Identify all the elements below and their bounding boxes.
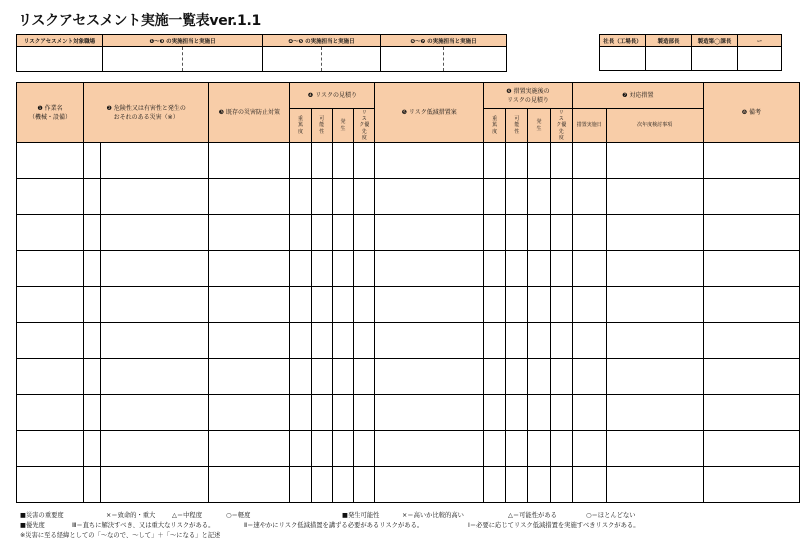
sub-occurrence: 発 生 (332, 109, 353, 143)
table-cell[interactable] (84, 359, 101, 395)
table-cell[interactable] (311, 179, 332, 215)
table-cell[interactable] (311, 395, 332, 431)
table-cell[interactable] (703, 467, 799, 503)
table-cell[interactable] (703, 287, 799, 323)
table-cell[interactable] (572, 251, 606, 287)
col-response: ❼ 対応措置 (572, 83, 703, 109)
table-cell[interactable] (375, 467, 484, 503)
table-cell[interactable] (311, 431, 332, 467)
table-cell[interactable] (332, 287, 353, 323)
table-cell[interactable] (703, 395, 799, 431)
table-cell[interactable] (311, 287, 332, 323)
table-row (17, 395, 800, 431)
table-cell[interactable] (209, 359, 290, 395)
approval-strip (599, 34, 782, 71)
table-cell[interactable] (84, 215, 101, 251)
table-cell[interactable] (550, 359, 572, 395)
table-cell[interactable] (550, 179, 572, 215)
table-cell[interactable] (101, 359, 209, 395)
table-cell[interactable] (572, 431, 606, 467)
table-cell[interactable] (703, 431, 799, 467)
table-cell[interactable] (101, 215, 209, 251)
approval-label-extra: ー (738, 35, 782, 47)
table-cell[interactable] (506, 143, 528, 179)
table-cell[interactable] (332, 143, 353, 179)
sub-possibility: 可 能 性 (311, 109, 332, 143)
table-cell[interactable] (209, 143, 290, 179)
table-cell[interactable] (17, 287, 84, 323)
table-cell[interactable] (290, 179, 311, 215)
col-hazard: ❷ 危険性又は有害性と発生の おそれのある災害（※） (84, 83, 209, 143)
table-cell[interactable] (311, 467, 332, 503)
table-cell[interactable] (483, 467, 505, 503)
table-cell[interactable] (572, 359, 606, 395)
table-cell[interactable] (290, 143, 311, 179)
col-existing-measures: ❸ 既存の災害防止対策 (209, 83, 290, 143)
table-cell[interactable] (332, 395, 353, 431)
legend-severity-occurrence: ■災害の重要度 ×＝致命的・重大 △＝中程度 ○＝軽度 ■発生可能性 ×＝高いか比較的高い △＝可能性がある ○＝ほとんどない (20, 512, 636, 519)
table-cell[interactable] (506, 467, 528, 503)
sub-implementation-date: 措置実施日 (572, 109, 606, 143)
table-cell[interactable] (528, 215, 550, 251)
table-cell[interactable] (209, 215, 290, 251)
table-cell[interactable] (483, 251, 505, 287)
table-cell[interactable] (483, 323, 505, 359)
col-remarks: ❽ 備考 (703, 83, 799, 143)
table-cell[interactable] (290, 251, 311, 287)
approval-label-section: 製造第◯課長 (692, 35, 738, 47)
table-cell[interactable] (606, 287, 703, 323)
table-cell[interactable] (332, 323, 353, 359)
legend-priority: ■優先度 Ⅲ＝直ちに解決すべき、又は重大なリスクがある。 Ⅱ＝速やかにリスク低減措置を講ずる必要があるリスクがある。 Ⅰ＝必要に応じてリスク低減措置を実施すべきリスクがある。 (20, 522, 640, 529)
table-cell[interactable] (528, 143, 550, 179)
table-cell[interactable] (354, 179, 375, 215)
sub-post-occurrence: 発 生 (528, 109, 550, 143)
workplace-label: リスクアセスメント対象職場 (17, 35, 103, 47)
table-cell[interactable] (332, 251, 353, 287)
table-cell[interactable] (572, 143, 606, 179)
table-cell[interactable] (84, 287, 101, 323)
table-cell[interactable] (354, 467, 375, 503)
table-cell[interactable] (606, 323, 703, 359)
table-cell[interactable] (332, 179, 353, 215)
table-cell[interactable] (290, 287, 311, 323)
table-cell[interactable] (703, 143, 799, 179)
table-cell[interactable] (209, 395, 290, 431)
table-cell[interactable] (506, 251, 528, 287)
table-cell[interactable] (17, 467, 84, 503)
table-cell[interactable] (101, 179, 209, 215)
table-cell[interactable] (528, 287, 550, 323)
table-cell[interactable] (606, 251, 703, 287)
approval-stamp-president[interactable] (600, 47, 646, 71)
table-row (17, 251, 800, 287)
table-cell[interactable] (17, 251, 84, 287)
table-cell[interactable] (528, 251, 550, 287)
table-cell[interactable] (483, 143, 505, 179)
table-cell[interactable] (17, 359, 84, 395)
table-cell[interactable] (572, 287, 606, 323)
table-cell[interactable] (606, 395, 703, 431)
approval-label-president: 社長（工場長） (600, 35, 646, 47)
table-cell[interactable] (332, 467, 353, 503)
table-cell[interactable] (550, 395, 572, 431)
table-cell[interactable] (101, 251, 209, 287)
period-field-2[interactable] (263, 47, 381, 72)
table-cell[interactable] (550, 143, 572, 179)
table-cell[interactable] (550, 323, 572, 359)
table-cell[interactable] (375, 143, 484, 179)
workplace-field[interactable] (17, 47, 103, 72)
sub-risk-priority: リ ス ク優 先 度 (354, 109, 375, 143)
table-cell[interactable] (354, 143, 375, 179)
table-cell[interactable] (101, 395, 209, 431)
sub-next-year-items: 次年度検討事項 (606, 109, 703, 143)
table-cell[interactable] (528, 323, 550, 359)
table-cell[interactable] (290, 467, 311, 503)
table-row (17, 467, 800, 503)
table-cell[interactable] (101, 143, 209, 179)
table-cell[interactable] (506, 215, 528, 251)
table-cell[interactable] (354, 215, 375, 251)
table-cell[interactable] (84, 251, 101, 287)
table-cell[interactable] (84, 323, 101, 359)
table-cell[interactable] (572, 215, 606, 251)
table-cell[interactable] (506, 323, 528, 359)
legend-note: ※災害に至る経緯としての「〜なので、〜して」＋「〜になる」と記述 (20, 532, 221, 539)
table-cell[interactable] (483, 395, 505, 431)
table-cell[interactable] (483, 179, 505, 215)
col-post-risk-estimate: ❻ 措置実施後の リスクの見積り (483, 83, 572, 109)
sub-post-risk-priority: リ ス ク優 先 度 (550, 109, 572, 143)
table-cell[interactable] (606, 143, 703, 179)
table-row (17, 431, 800, 467)
table-cell[interactable] (375, 215, 484, 251)
risk-assessment-table (16, 82, 800, 503)
table-cell[interactable] (311, 359, 332, 395)
table-cell[interactable] (375, 431, 484, 467)
table-cell[interactable] (606, 179, 703, 215)
table-cell[interactable] (375, 179, 484, 215)
table-cell[interactable] (84, 467, 101, 503)
table-cell[interactable] (483, 215, 505, 251)
table-row (17, 179, 800, 215)
period-label-2: ❹〜❺ の実施担当と実施日 (263, 35, 381, 47)
table-cell[interactable] (528, 359, 550, 395)
table-row (17, 323, 800, 359)
table-row (17, 359, 800, 395)
table-cell[interactable] (354, 251, 375, 287)
table-cell[interactable] (354, 431, 375, 467)
table-cell[interactable] (375, 251, 484, 287)
table-cell[interactable] (375, 359, 484, 395)
approval-label-manager: 製造部長 (646, 35, 692, 47)
table-cell[interactable] (483, 431, 505, 467)
table-cell[interactable] (290, 359, 311, 395)
assessment-info-strip (16, 34, 507, 72)
table-cell[interactable] (84, 395, 101, 431)
approval-stamp-section[interactable] (692, 47, 738, 71)
sub-post-severity: 重 篤 度 (483, 109, 505, 143)
table-cell[interactable] (209, 431, 290, 467)
table-cell[interactable] (550, 467, 572, 503)
table-cell[interactable] (209, 323, 290, 359)
table-cell[interactable] (209, 287, 290, 323)
table-cell[interactable] (483, 287, 505, 323)
table-cell[interactable] (290, 323, 311, 359)
table-cell[interactable] (209, 467, 290, 503)
table-cell[interactable] (606, 215, 703, 251)
table-row (17, 215, 800, 251)
table-cell[interactable] (209, 179, 290, 215)
table-cell[interactable] (354, 395, 375, 431)
table-cell[interactable] (311, 143, 332, 179)
table-cell[interactable] (572, 179, 606, 215)
table-cell[interactable] (703, 179, 799, 215)
table-cell[interactable] (17, 215, 84, 251)
table-cell[interactable] (311, 323, 332, 359)
table-cell[interactable] (606, 431, 703, 467)
table-cell[interactable] (290, 431, 311, 467)
table-cell[interactable] (506, 179, 528, 215)
table-cell[interactable] (375, 287, 484, 323)
table-cell[interactable] (572, 395, 606, 431)
table-cell[interactable] (354, 359, 375, 395)
table-cell[interactable] (550, 251, 572, 287)
table-cell[interactable] (332, 359, 353, 395)
table-cell[interactable] (572, 323, 606, 359)
table-cell[interactable] (703, 251, 799, 287)
table-cell[interactable] (101, 431, 209, 467)
period-label-3: ❻〜❼ の実施担当と実施日 (381, 35, 507, 47)
table-cell[interactable] (84, 179, 101, 215)
table-cell[interactable] (17, 395, 84, 431)
table-cell[interactable] (703, 215, 799, 251)
table-cell[interactable] (550, 287, 572, 323)
sub-severity: 重 篤 度 (290, 109, 311, 143)
col-task-name: ❶ 作業名 （機械・設備） (17, 83, 84, 143)
table-cell[interactable] (332, 215, 353, 251)
sub-post-possibility: 可 能 性 (506, 109, 528, 143)
table-cell[interactable] (550, 215, 572, 251)
table-cell[interactable] (101, 467, 209, 503)
table-cell[interactable] (528, 467, 550, 503)
table-cell[interactable] (17, 179, 84, 215)
table-cell[interactable] (550, 431, 572, 467)
table-cell[interactable] (311, 215, 332, 251)
approval-stamp-manager[interactable] (646, 47, 692, 71)
table-cell[interactable] (290, 215, 311, 251)
table-cell[interactable] (17, 323, 84, 359)
table-cell[interactable] (483, 359, 505, 395)
table-cell[interactable] (572, 467, 606, 503)
table-row (17, 143, 800, 179)
col-risk-estimate: ❹ リスクの見積り (290, 83, 375, 109)
table-cell[interactable] (506, 287, 528, 323)
approval-stamp-extra[interactable] (738, 47, 782, 71)
table-cell[interactable] (528, 395, 550, 431)
table-cell[interactable] (375, 395, 484, 431)
table-cell[interactable] (84, 431, 101, 467)
table-cell[interactable] (703, 323, 799, 359)
table-cell[interactable] (209, 251, 290, 287)
table-cell[interactable] (506, 395, 528, 431)
table-cell[interactable] (290, 395, 311, 431)
table-cell[interactable] (311, 251, 332, 287)
table-cell[interactable] (606, 467, 703, 503)
table-cell[interactable] (332, 431, 353, 467)
table-cell[interactable] (375, 323, 484, 359)
table-cell[interactable] (17, 143, 84, 179)
table-cell[interactable] (84, 143, 101, 179)
table-cell[interactable] (101, 287, 209, 323)
table-cell[interactable] (354, 323, 375, 359)
period-field-3[interactable] (381, 47, 507, 72)
table-cell[interactable] (17, 431, 84, 467)
page-title: リスクアセスメント実施一覧表ver.1.1 (18, 13, 261, 29)
table-cell[interactable] (528, 179, 550, 215)
table-cell[interactable] (506, 359, 528, 395)
table-cell[interactable] (703, 359, 799, 395)
table-cell[interactable] (506, 431, 528, 467)
table-cell[interactable] (606, 359, 703, 395)
col-reduction-plan: ❺ リスク低減措置案 (375, 83, 484, 143)
table-cell[interactable] (528, 431, 550, 467)
period-field-1[interactable] (103, 47, 263, 72)
table-row (17, 287, 800, 323)
period-label-1: ❶〜❸ の実施担当と実施日 (103, 35, 263, 47)
table-cell[interactable] (101, 323, 209, 359)
table-cell[interactable] (354, 287, 375, 323)
